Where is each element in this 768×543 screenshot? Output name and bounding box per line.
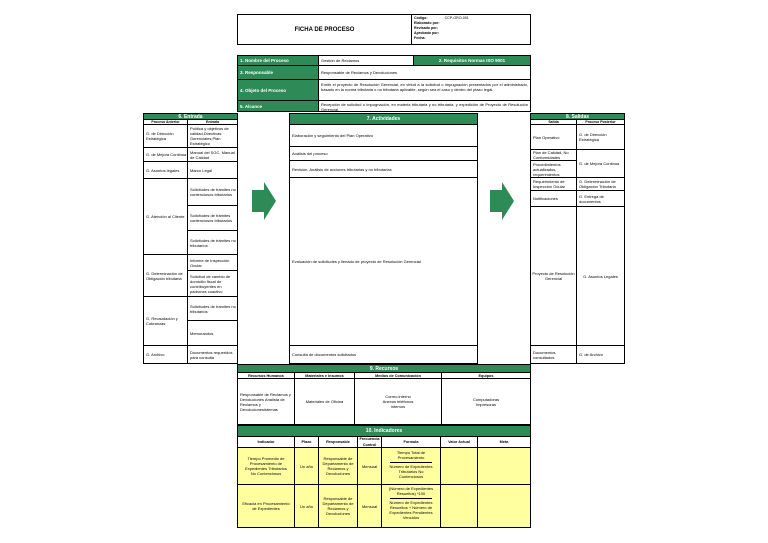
entrada-proc-3: G. Asuntos legales	[143, 161, 188, 179]
ind-row1-plazo: Un año	[294, 447, 319, 485]
recursos-value-2: Materiales de Oficina	[294, 378, 355, 425]
actividad-item-2: Análisis del proceso	[290, 147, 477, 161]
arrow-right-icon-2	[490, 182, 514, 220]
ind-row2-valor-actual	[440, 484, 478, 528]
salida-7: Documentos consultados	[530, 345, 577, 364]
actividad-item-5: Consulta de documentos solicitados	[292, 352, 357, 357]
entrada-proc-2: G. de Mejora Continua	[143, 147, 188, 162]
entrada-item-4b: Solicitudes de trámites contenciosos tributarios	[187, 205, 238, 231]
salida-3: Procedimientos actualizados, requerimientos	[530, 160, 577, 178]
ind-row1-frecuencia: Mensual	[357, 447, 382, 485]
entrada-col1-header: Proceso Anterior	[143, 119, 188, 125]
ind-header-formula: Formula	[381, 436, 441, 448]
salida-proc-6: G. Asuntos Legales	[576, 206, 625, 346]
ind-row1-valor-actual	[440, 447, 478, 485]
salida-proc-4: G. Determinación de Obligación Tributaria	[576, 177, 625, 191]
recursos-value-4: Computadoras Impresoras	[441, 378, 531, 425]
ind-row1-formula-numerator: Tiempo Total de Procesamiento	[396, 450, 426, 460]
ind-row2-frecuencia: Mensual	[357, 484, 382, 528]
ind-row1-meta	[477, 447, 531, 485]
codigo-value: CCP-GRO-001	[444, 16, 469, 20]
recursos-value-1: Responsable de Reclamos y Devoluciones Analista de Reclamos y Devolucionesistemas	[237, 378, 295, 425]
ind-row2-formula-denominator: Número de Expedientes Resueltos + Número de Expedientes Pendientes Vencidos	[389, 500, 433, 520]
entrada-item-3: Marco Legal	[187, 161, 238, 179]
ind-row2-responsable: Responsable de Departamento de Reclamos y Devoluciones	[318, 484, 358, 528]
entrada-item-1: Política y objetivos de calidad,Directivas Gerenciales,Plan Estratégico	[187, 124, 238, 148]
ind-header-plazo: Plazo	[294, 436, 319, 448]
recursos-title: 9. Recursos	[237, 364, 531, 373]
responsable-label: 3. Responsable	[237, 65, 319, 80]
requisitos-label: 2. Requisitos Normas ISO 9001	[413, 55, 531, 66]
entrada-item-5b: Solicitud de cambio de domicilio fiscal de contribuyentes en padrones coactivo	[187, 270, 238, 297]
ind-row1-responsable: Responsable de Departamento de Reclamos y Devoluciones	[318, 447, 358, 485]
recursos-header-1: Recursos Humanos	[237, 372, 295, 379]
salida-proc-2: G. de Mejora Continua	[576, 149, 625, 178]
header-meta	[414, 16, 530, 45]
actividades-title: 7. Actividades	[289, 113, 478, 125]
responsable-value: Responsable de Reclamos y Devoluciones	[318, 65, 531, 80]
nombre-label: 1. Nombre del Proceso	[237, 55, 319, 66]
entrada-item-2: Manual del SGC, Manual de Calidad	[187, 147, 238, 162]
recursos-header-2: Materiales e Insumos	[294, 372, 355, 379]
recursos-header-3: Medios de Comunicación	[354, 372, 442, 379]
actividad-item-1: Elaboración y seguimiento del Plan Operativo	[290, 125, 477, 147]
salida-proc-1: G. de Dirección Estratégica	[576, 124, 625, 150]
objeto-value: Emitir el proyecto de Resolución Gerencial, en virtud a la solicitud o impugnación presentados por el administrado, basado en la norma tributaria o no tributaria aplicable, según sea el caso y dentro del plazo legal.	[318, 79, 531, 101]
ind-row2-plazo: Un año	[294, 484, 319, 528]
formula-divider-2	[390, 498, 432, 499]
entrada-title: 6. Entrada	[143, 113, 238, 120]
arrow-right-icon	[252, 182, 276, 220]
entrada-proc-7: G. Archivo	[143, 345, 188, 364]
salida-1: Plan Operativo	[530, 124, 577, 150]
salidas-col1-header: Salida	[530, 119, 577, 125]
ind-row1-formula-denominator: Número de Expedientes Tributarios No Contenciosos	[389, 464, 433, 479]
ind-header-meta: Meta	[477, 436, 531, 448]
entrada-item-7: Documentos requeridos para consulta	[187, 345, 238, 364]
formula-divider	[390, 462, 432, 463]
entrada-item-4a: Solicitudes de trámites no contenciosos tributarios	[187, 178, 238, 206]
entrada-proc-4: G. Atención al Cliente	[143, 178, 188, 255]
alcance-label: 5. Alcance	[237, 100, 319, 112]
fecha-label: Fecha:	[414, 36, 426, 40]
recursos-value-3: Correo interno Anexos teléfonos internos	[354, 378, 442, 425]
ind-row1-formula	[381, 447, 441, 485]
ind-row2-formula	[381, 484, 441, 528]
indicadores-title: 10. Indicadores	[237, 425, 531, 437]
salida-4: Requerimiento de Inspección Ocular	[530, 177, 577, 191]
salida-proc-5: G. Entrega de documentos	[576, 190, 625, 207]
alcance-value: Recepción de solicitud o impugnación, en materia tributaria y no tributaria, y expedición de Proyecto de Resolución Gerencial.	[318, 100, 531, 112]
entrada-item-4c: Solicitudes de trámites no tributarios	[187, 230, 238, 255]
salida-proc-7: G. de Archivo	[576, 345, 625, 364]
ind-row2-indicador: Eficacia en Procesamiento de Expedientes	[237, 484, 295, 528]
entrada-item-6a: Solicitudes de trámites no tributarios	[187, 296, 238, 321]
entrada-col2-header: Entrada	[187, 119, 238, 125]
ind-header-indicador: Indicador	[237, 436, 295, 448]
recursos-header-4: Equipos	[441, 372, 531, 379]
salidas-col2-header: Proceso Posterior	[576, 119, 625, 125]
ind-header-valor-actual: Valor Actual	[440, 436, 478, 448]
ind-row1-indicador: Tiempo Promedio de Procesamiento de Expedientes Tributarios No Contenciosos	[237, 447, 295, 485]
ind-header-frecuencia: Frecuencia Control	[357, 436, 382, 448]
entrada-proc-1: G. de Dirección Estratégica	[143, 124, 188, 148]
salidas-title: 8. Salidas	[530, 113, 625, 120]
ind-row2-meta	[477, 484, 531, 528]
entrada-proc-5: G. Determinación de Obligación tributaria	[143, 254, 188, 297]
ind-header-responsable: Responsable	[318, 436, 358, 448]
salida-2: Plan de Calidad, No Conformidades	[530, 149, 577, 161]
actividad-item-3: Revisión, Análisis de acciones tributarias y no tributarias	[290, 161, 477, 178]
entrada-item-6b: Memorandos	[187, 320, 238, 346]
actividad-item-4: Evaluación de solicitudes y llenado de proyecto de Resolución Gerencial	[290, 178, 477, 346]
elaborado-label: Elaborado por:	[414, 21, 440, 25]
entrada-proc-6: G. Recaudación y Cobranzas	[143, 296, 188, 346]
ind-row2-formula-numerator: (Número de Expedientes Resueltos) *100	[388, 486, 434, 496]
aprobado-label: Aprobado por:	[414, 31, 439, 35]
document-title: FICHA DE PROCESO	[238, 15, 412, 44]
salida-5: Notificaciones	[530, 190, 577, 207]
objeto-label: 4. Objeto del Proceso	[237, 79, 319, 101]
codigo-label: Código:	[414, 16, 428, 20]
revisado-label: Revisado por:	[414, 26, 438, 30]
salida-6: Proyecto de Resolución Gerencial	[530, 206, 577, 346]
header-box	[237, 14, 531, 45]
entrada-item-5a: Informe de Inspección Ocular	[187, 254, 238, 271]
nombre-value: Gestión de Reclamos	[318, 55, 414, 66]
